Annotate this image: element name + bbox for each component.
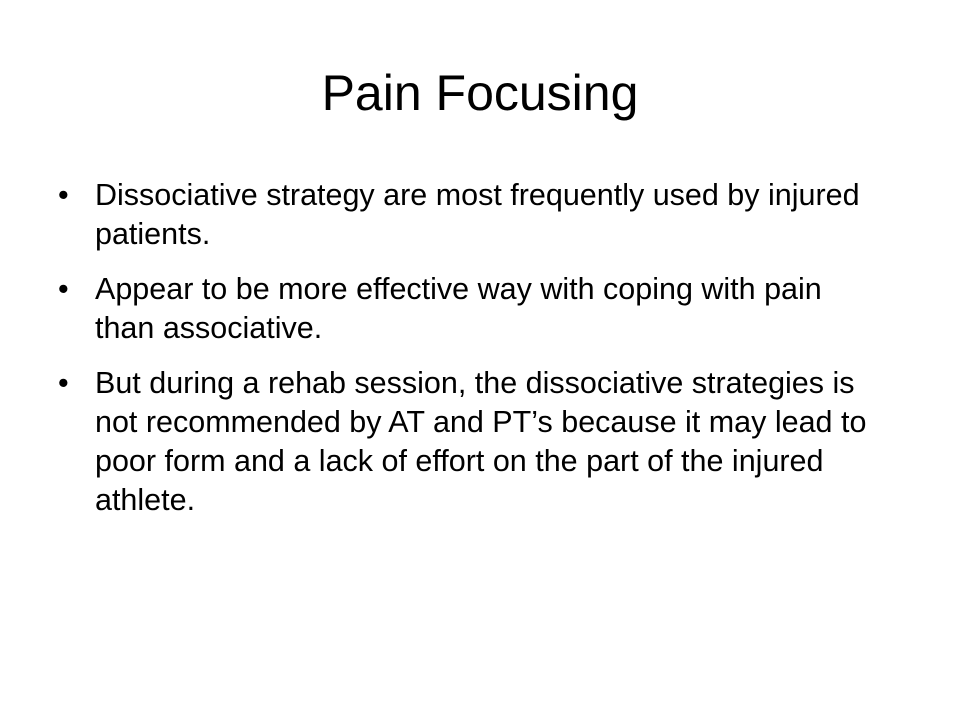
bullet-point-icon: • — [58, 366, 69, 400]
bullet-text: But during a rehab session, the dissociative strategies is not recommended by AT and PT’s because it may lead to poor form and a lack of effort on the part of the injured athlete. — [95, 366, 867, 517]
bullet-text: Appear to be more effective way with coping with pain than associative. — [95, 272, 822, 345]
slide-title: Pain Focusing — [321, 65, 639, 121]
bullet-text: Dissociative strategy are most frequently used by injured patients. — [95, 178, 860, 251]
list-item — [58, 176, 878, 254]
bullet-point-icon: • — [58, 272, 69, 306]
list-item — [58, 270, 878, 348]
bullet-list — [58, 176, 878, 536]
list-item — [58, 364, 878, 520]
bullet-point-icon: • — [58, 178, 69, 212]
